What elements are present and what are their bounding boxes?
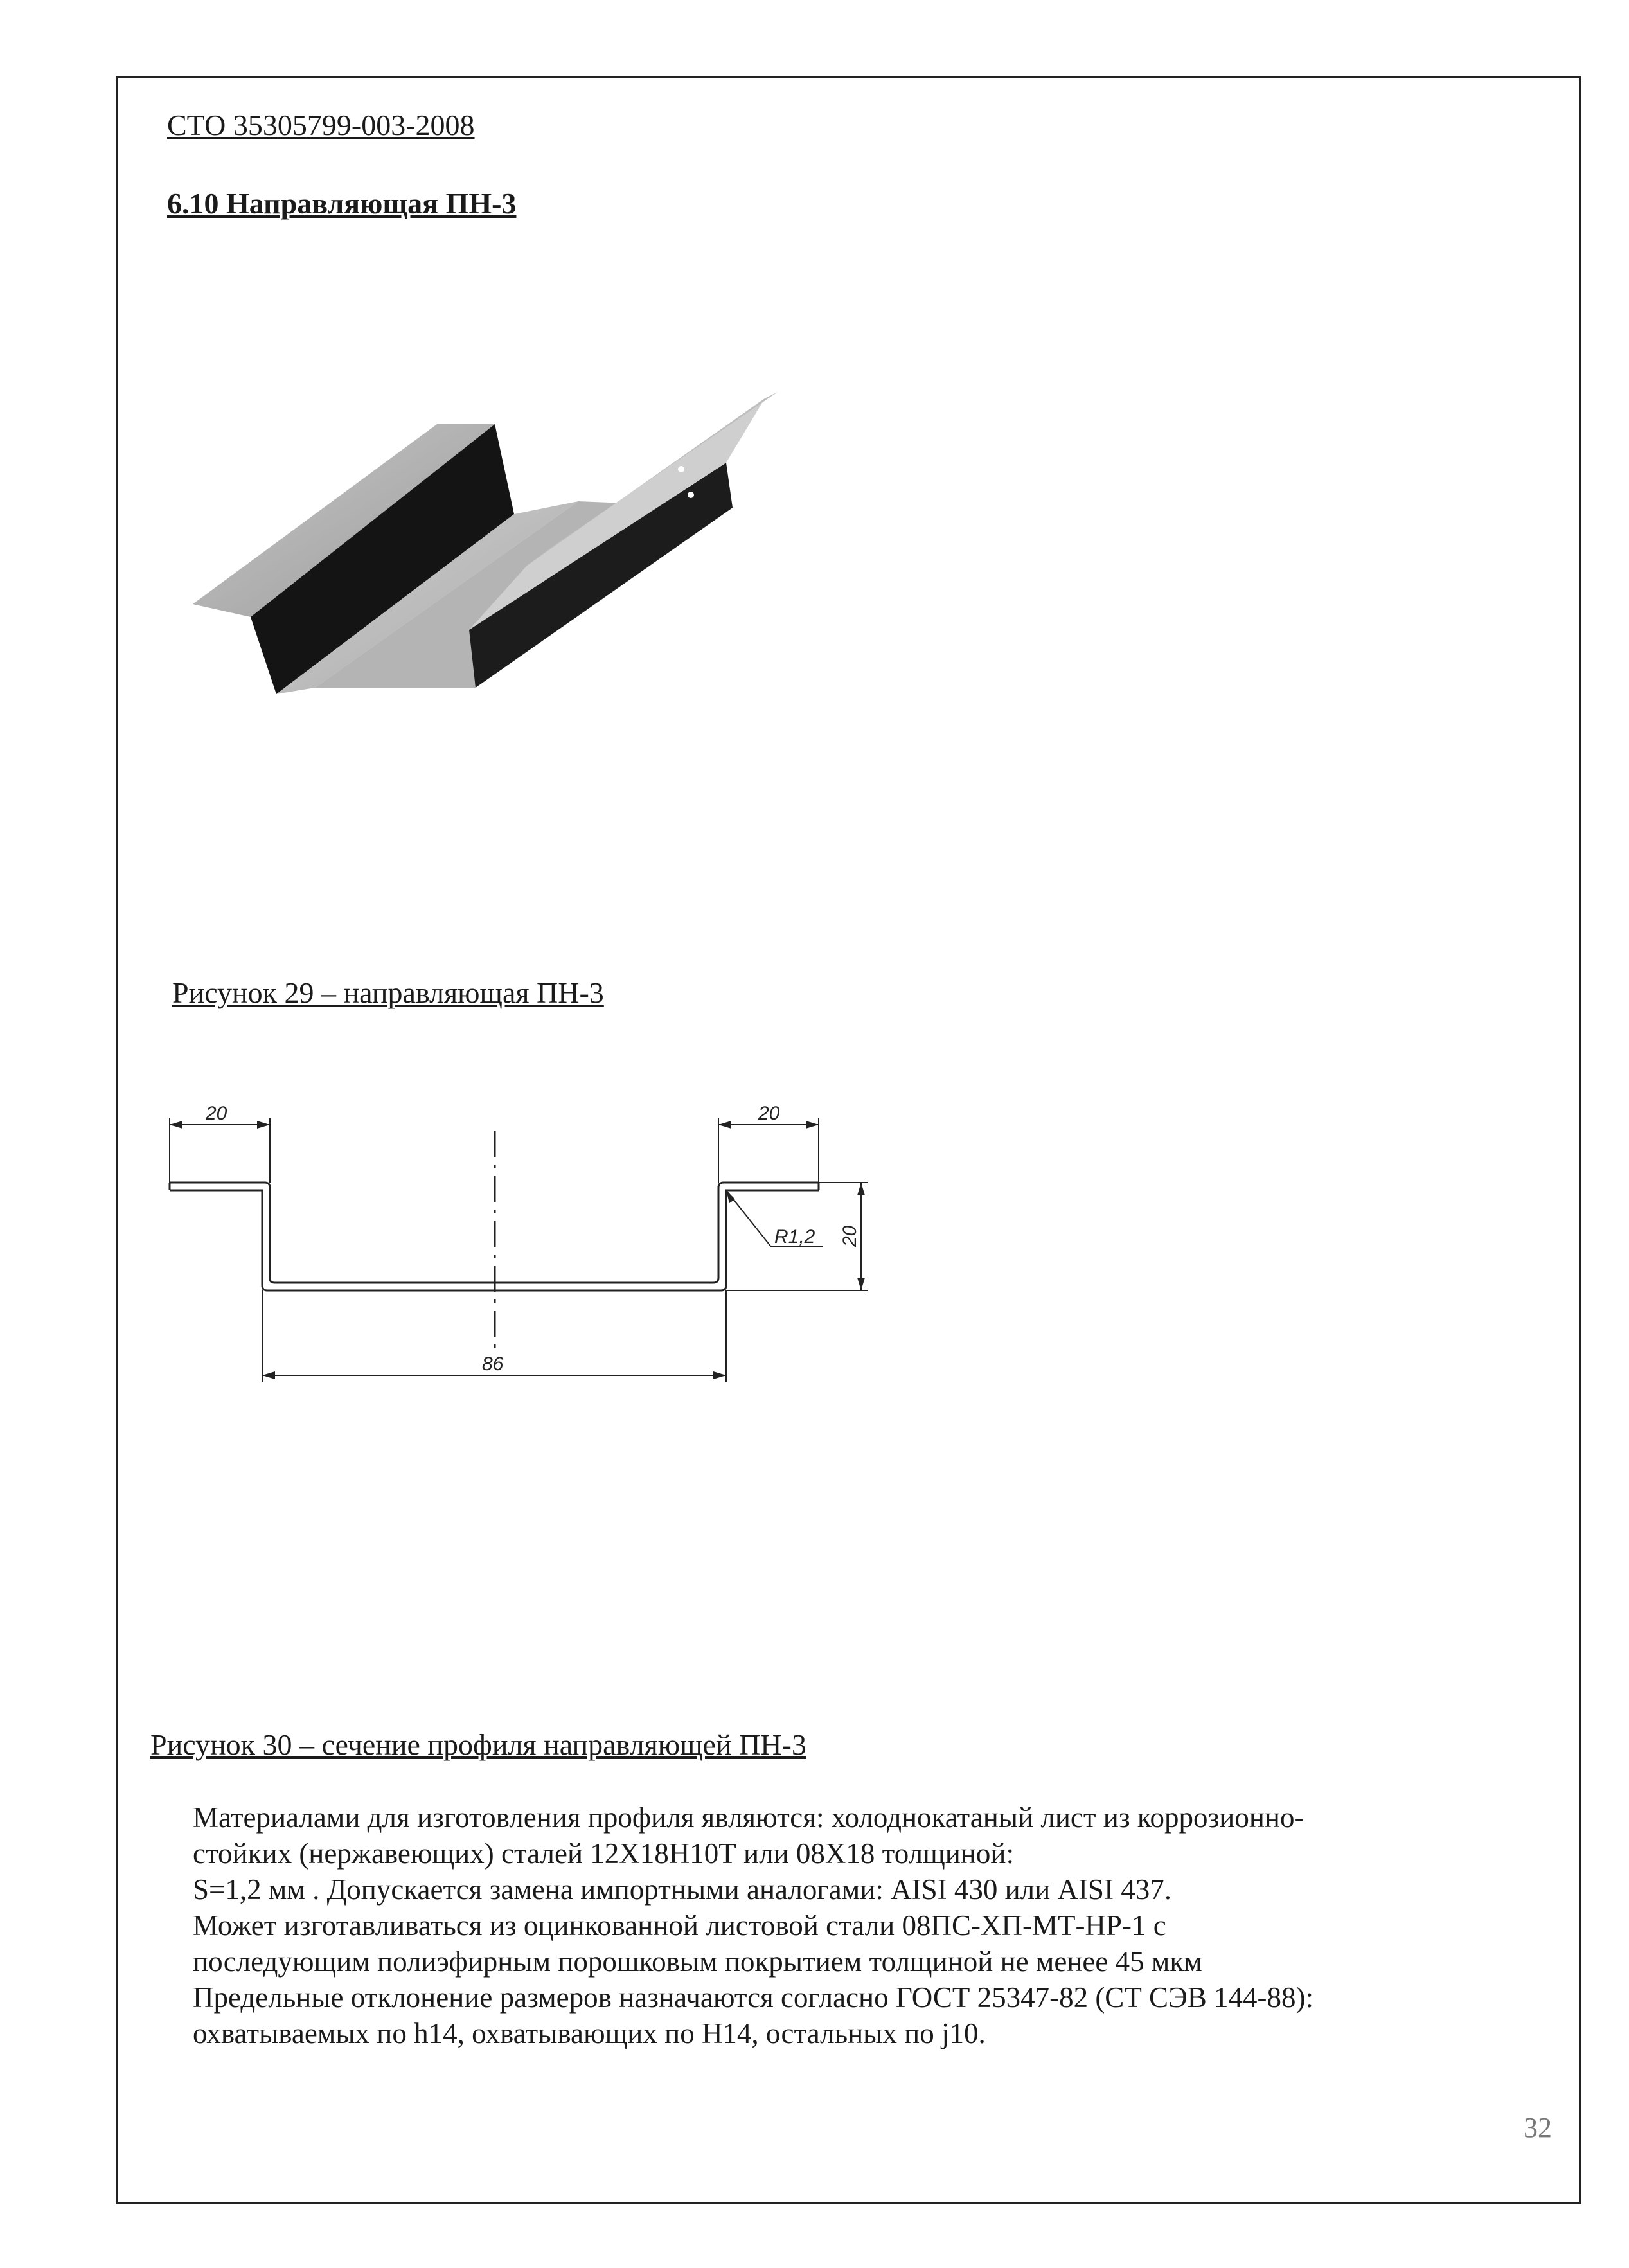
body-line: последующим полиэфирным порошковым покрытием толщиной не менее 45 мкм — [193, 1945, 1202, 1978]
figure-29-caption: Рисунок 29 – направляющая ПН-3 — [172, 976, 604, 1009]
body-line: стойких (нержавеющих) сталей 12Х18Н10Т или 08Х18 толщиной: — [193, 1837, 1014, 1870]
body-line: охватываемых по h14, охватывающих по Н14, остальных по j10. — [193, 2017, 986, 2049]
body-line: Материалами для изготовления профиля являются: холоднокатаный лист из коррозионно- — [193, 1801, 1304, 1834]
body-line: S=1,2 мм . Допускается замена импортными аналогами: AISI 430 или AISI 437. — [193, 1873, 1171, 1906]
section-title: 6.10 Направляющая ПН-3 — [167, 187, 517, 220]
dim-height: 20 — [839, 1225, 860, 1247]
profile-3d-illustration — [167, 373, 810, 733]
dim-base-width: 86 — [482, 1353, 504, 1375]
body-line: Может изготавливаться из оцинкованной листовой стали 08ПС-ХП-МТ-НР-1 с — [193, 1909, 1166, 1942]
dim-radius: R1,2 — [774, 1226, 815, 1247]
page-number: 32 — [1524, 2112, 1552, 2143]
materials-text — [193, 1799, 1510, 2051]
standard-number: СТО 35305799-003-2008 — [167, 109, 475, 141]
body-line: Предельные отклонение размеров назначаются согласно ГОСТ 25347-82 (СТ СЭВ 144-88): — [193, 1981, 1314, 2014]
figure-30-caption: Рисунок 30 – сечение профиля направляющей ПН-3 — [150, 1728, 806, 1761]
profile-section-drawing — [154, 1093, 925, 1427]
dim-right-flange: 20 — [758, 1103, 780, 1124]
dim-left-flange: 20 — [206, 1103, 227, 1124]
